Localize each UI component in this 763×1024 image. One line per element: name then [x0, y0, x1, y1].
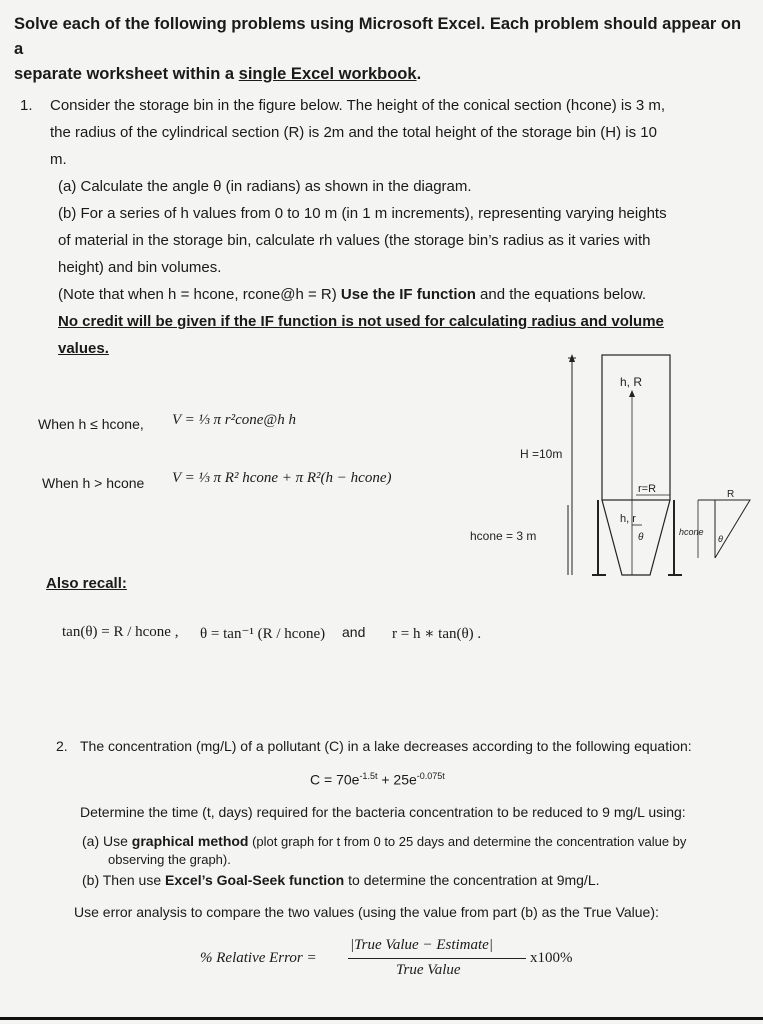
problem-1-part-a: (a) Calculate the angle θ (in radians) as shown in the diagram. — [58, 178, 472, 195]
note-end: and the equations below. — [475, 286, 647, 303]
problem-1-intro-1: Consider the storage bin in the figure below. The height of the conical section (hcone) is 3 m, — [50, 97, 666, 114]
problem-1-intro-3: m. — [50, 151, 67, 168]
problem-1-intro-2: the radius of the cylindrical section (R) is 2m and the total height of the storage bin (H) is 10 — [50, 124, 657, 141]
fraction-bar — [348, 958, 526, 959]
recall-r-equation: r = h ∗ tan(θ) . — [392, 626, 482, 642]
hr-label: h, r — [620, 513, 636, 525]
when-h-le-hcone-label: When h ≤ hcone, — [38, 416, 144, 432]
single-workbook-underlined: single Excel workbook — [238, 65, 417, 83]
note-bold: Use the IF function — [340, 286, 476, 303]
header-line-2-text: separate worksheet within a — [14, 65, 239, 83]
hR-label: h, R — [620, 375, 643, 389]
hcone-label: hcone = 3 m — [470, 529, 537, 543]
problem-2-determine: Determine the time (t, days) required for the bacteria concentration to be reduced to 9 mg/L using: — [80, 804, 686, 820]
bottom-border — [0, 1017, 763, 1020]
problem-2-error-analysis: Use error analysis to compare the two values (using the value from part (b) as the True Value): — [74, 904, 659, 920]
instructions-header — [14, 12, 754, 87]
relative-error-numerator: |True Value − Estimate| — [350, 937, 493, 953]
hcone-small-label: hcone — [679, 527, 704, 537]
problem-2-part-a — [82, 833, 742, 850]
storage-bin-diagram — [460, 350, 760, 585]
part-a-bold: graphical method — [131, 833, 249, 849]
problem-1-part-b-2: of material in the storage bin, calculate rh values (the storage bin’s radius as it varies with — [58, 232, 651, 249]
R-label: R — [727, 489, 735, 500]
note-text: (Note that when h = hcone, rcone@h = R) — [58, 286, 341, 303]
problem-1-number: 1. — [20, 97, 33, 114]
bin-cone — [602, 500, 670, 575]
cone-triangle — [698, 500, 750, 558]
problem-2-intro: The concentration (mg/L) of a pollutant (C) in a lake decreases according to the following equation: — [80, 738, 692, 754]
rR-label: r=R — [638, 483, 657, 495]
H-label: H =10m — [520, 447, 563, 461]
problem-1-note — [58, 281, 740, 308]
recall-and: and — [342, 624, 366, 640]
volume-equation-cone: V = ⅓ π r²cone@h h — [172, 412, 296, 428]
volume-equation-full: V = ⅓ π R² hcone + π R²(h − hcone) — [172, 470, 392, 486]
part-a-post: (plot graph for t from 0 to 25 days and determine the concentration value by — [248, 834, 687, 849]
part-a-pre: (a) Use — [82, 833, 132, 849]
relative-error-lhs: % Relative Error = — [200, 950, 317, 966]
problem-1-part-b-3: height) and bin volumes. — [58, 259, 222, 276]
relative-error-multiplier: x100% — [530, 950, 573, 966]
problem-2-number: 2. — [56, 738, 68, 754]
part-b-post: to determine the concentration at 9mg/L. — [344, 872, 600, 888]
part-b-bold: Excel’s Goal-Seek function — [165, 872, 345, 888]
problem-2-part-a-2: observing the graph). — [108, 852, 231, 867]
credit-warning-1: No credit will be given if the IF function is not used for calculating radius and volume — [58, 313, 664, 330]
part-b-pre: (b) Then use — [82, 872, 166, 888]
when-h-gt-hcone-label: When h > hcone — [42, 475, 145, 491]
header-line-1: Solve each of the following problems using Microsoft Excel. Each problem should appear on a — [14, 15, 742, 58]
recall-tan-equation: tan(θ) = R / hcone , — [62, 624, 179, 640]
recall-theta-equation: θ = tan⁻¹ (R / hcone) — [200, 626, 326, 642]
header-line-2-end: . — [416, 65, 422, 83]
theta2-label: θ — [718, 534, 723, 544]
concentration-equation: $C = 70e^{-1.5t} + 25e^{-0.075t}$ — [310, 771, 445, 788]
header-line-2 — [14, 62, 754, 87]
problem-1-part-b-1: (b) For a series of h values from 0 to 10 m (in 1 m increments), representing varying heights — [58, 205, 667, 222]
problem-1 — [20, 92, 740, 362]
also-recall-heading: Also recall: — [46, 575, 127, 592]
problem-2-part-b — [82, 872, 742, 888]
relative-error-denominator: True Value — [396, 962, 461, 978]
credit-warning-2: values. — [58, 340, 109, 357]
h-arrow-icon — [629, 390, 635, 397]
theta-label: θ — [638, 532, 644, 543]
